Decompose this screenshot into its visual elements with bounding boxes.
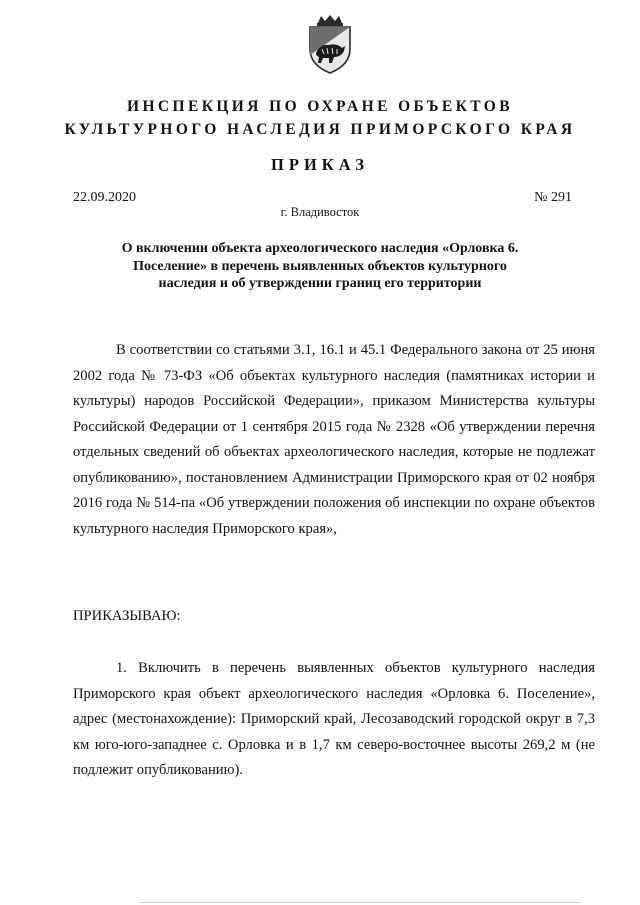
organization-name-line1: ИНСПЕКЦИЯ ПО ОХРАНЕ ОБЪЕКТОВ bbox=[127, 98, 513, 115]
organization-name-line2: КУЛЬТУРНОГО НАСЛЕДИЯ ПРИМОРСКОГО КРАЯ bbox=[64, 121, 576, 138]
order-item-1: 1. Включить в перечень выявленных объектов культурного наследия Приморского края объект археологического наследия «Орловка 6. Поселение», адрес (местонахождение): Приморский край, Лесозаводский городской округ в 7,3 км юго-юго-западнее с. Орловка и в 1,7 км северо-восточнее высоты 269,2 м (не подлежит опубликованию). bbox=[73, 660, 595, 778]
document-number: № 291 bbox=[534, 190, 572, 205]
page-bottom-edge bbox=[140, 902, 580, 903]
preamble-paragraph: В соответствии со статьями 3.1, 16.1 и 45.1 Федерального закона от 25 июня 2002 года № 73-ФЗ «Об объектах культурного наследия (памятниках истории и культуры) народов Российской Федерации», приказом Министерства культуры Российской Федерации от 1 сентября 2015 года № 2328 «Об утверждении перечня отдельных сведений об объектах археологического наследия, которые не подлежат опубликованию», постановлением Администрации Приморского края от 02 ноября 2016 года № 514-па «Об утверждении положения об инспекции по охране объектов культурного наследия Приморского края», bbox=[73, 342, 595, 537]
document-city: г. Владивосток bbox=[280, 205, 360, 219]
document-type: ПРИКАЗ bbox=[271, 155, 369, 174]
document-date: 22.09.2020 bbox=[73, 190, 136, 205]
coat-of-arms-icon bbox=[300, 13, 360, 75]
document-title: О включении объекта археологического наследия «Орловка 6. Поселение» в перечень выявленных объектов культурного наследия и об утверждении границ его территории bbox=[121, 241, 519, 291]
decree-word: ПРИКАЗЫВАЮ: bbox=[73, 608, 181, 624]
